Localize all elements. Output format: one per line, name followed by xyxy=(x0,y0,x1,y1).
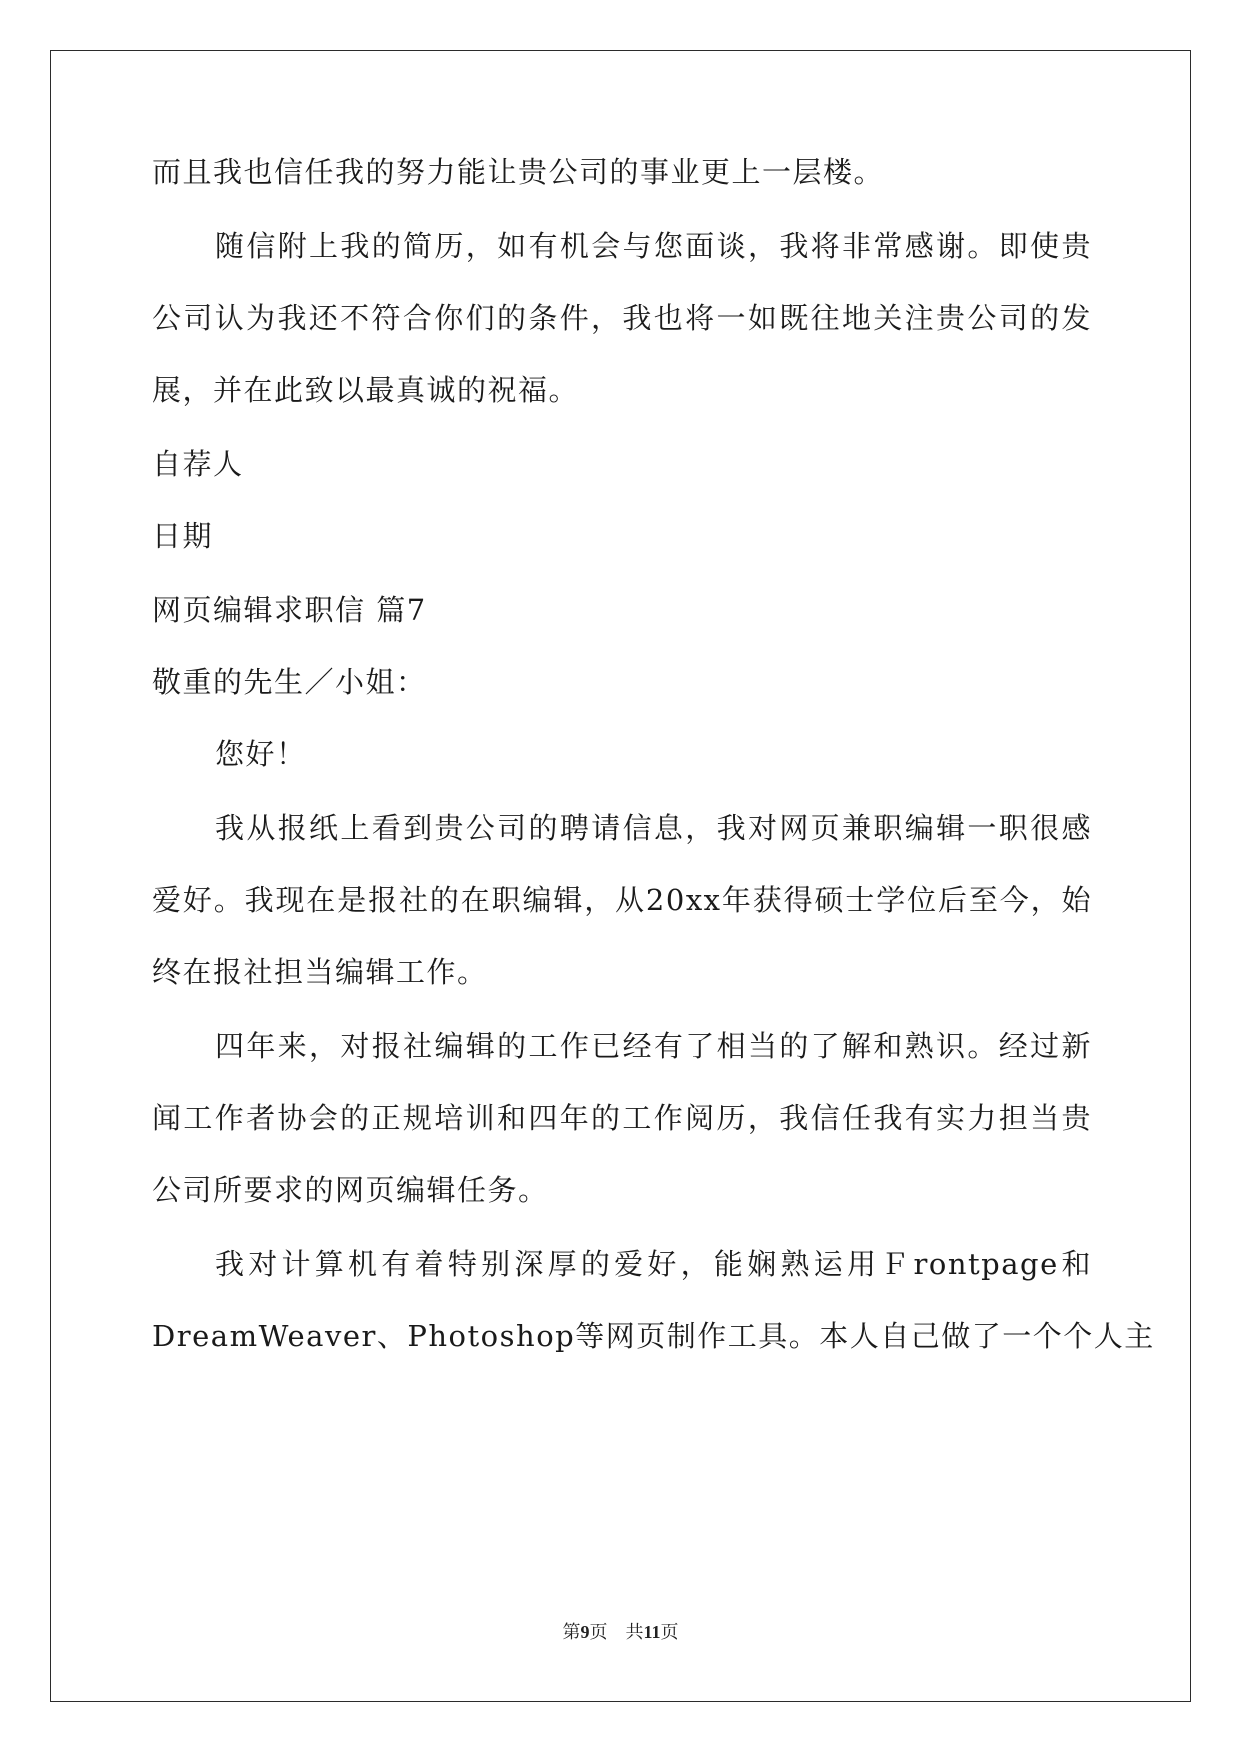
footer-page-current: 9 xyxy=(580,1622,590,1642)
footer-page-total: 11 xyxy=(643,1622,661,1642)
footer-prefix: 第 xyxy=(562,1622,581,1643)
text-line-16: 我对计算机有着特别深厚的爱好，能娴熟运用Ｆrontpage和 xyxy=(215,1247,1092,1281)
text-line-15: 公司所要求的网页编辑任务。 xyxy=(152,1173,549,1207)
text-line-10: 我从报纸上看到贵公司的聘请信息，我对网页兼职编辑一职很感 xyxy=(215,811,1092,845)
text-line-14: 闻工作者协会的正规培训和四年的工作阅历，我信任我有实力担当贵 xyxy=(152,1101,1092,1135)
section-heading: 网页编辑求职信 篇7 xyxy=(152,593,427,627)
footer-suffix: 页 xyxy=(660,1622,679,1643)
text-line-13: 四年来，对报社编辑的工作已经有了相当的了解和熟识。经过新 xyxy=(215,1029,1092,1063)
page-footer xyxy=(0,1620,1241,1645)
date-label: 日期 xyxy=(152,519,214,553)
text-line-1: 而且我也信任我的努力能让贵公司的事业更上一层楼。 xyxy=(152,155,885,189)
text-line-2: 随信附上我的简历，如有机会与您面谈，我将非常感谢。即使贵 xyxy=(215,229,1092,263)
text-line-4: 展，并在此致以最真诚的祝福。 xyxy=(152,373,580,407)
text-line-12: 终在报社担当编辑工作。 xyxy=(152,955,488,989)
greeting: 您好！ xyxy=(215,737,307,771)
text-line-3: 公司认为我还不符合你们的条件，我也将一如既往地关注贵公司的发 xyxy=(152,301,1092,335)
text-line-17: DreamWeaver、Photoshop等网页制作工具。本人自己做了一个个人主 xyxy=(152,1319,1155,1353)
salutation: 敬重的先生／小姐： xyxy=(152,665,427,699)
footer-mid: 页 共 xyxy=(589,1622,644,1643)
signature-label: 自荐人 xyxy=(152,447,244,481)
text-line-11: 爱好。我现在是报社的在职编辑，从20xx年获得硕士学位后至今，始 xyxy=(152,883,1092,917)
